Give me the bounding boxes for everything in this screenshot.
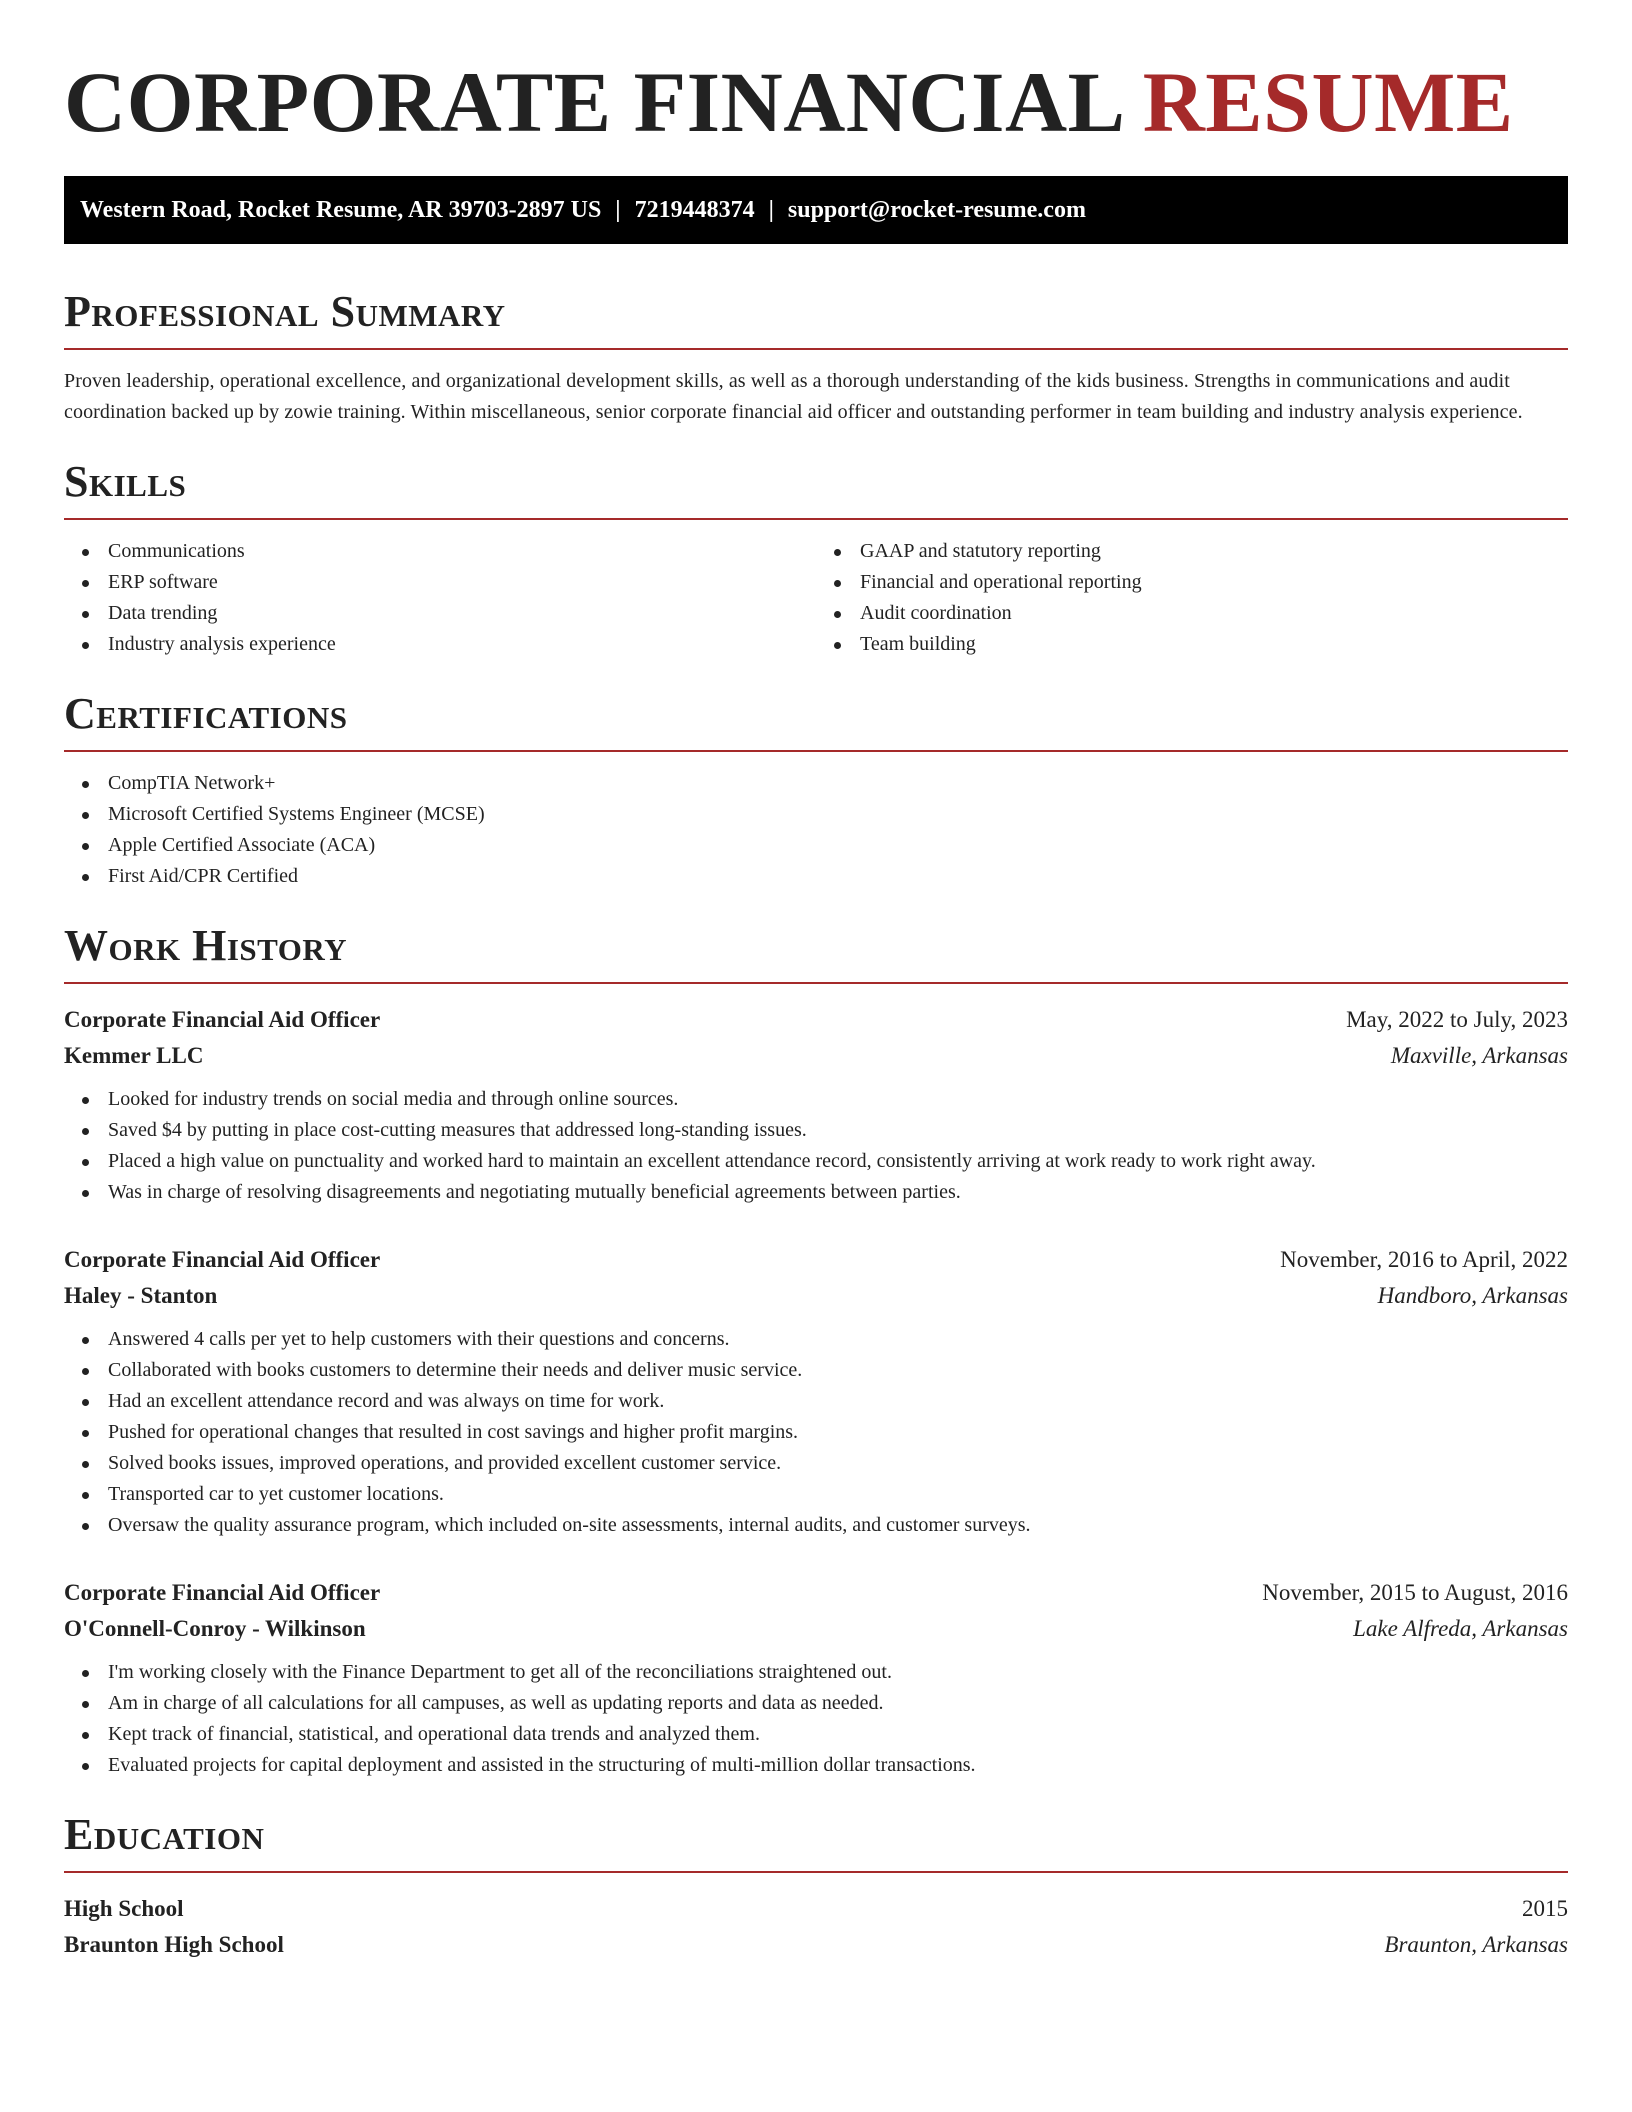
job-title: Corporate Financial Aid Officer [64, 1580, 381, 1605]
contact-phone: 7219448374 [634, 197, 755, 223]
contact-bar [64, 176, 1568, 244]
certification-item: CompTIA Network+ [64, 768, 1568, 799]
skill-item: Team building [816, 629, 1568, 660]
education-degree: High School [64, 1896, 184, 1921]
job-bullet: Collaborated with books customers to determine their needs and deliver music service. [64, 1355, 1568, 1386]
education-entry [64, 1891, 1568, 1963]
skills-grid [64, 520, 1568, 660]
job-bullet: Was in charge of resolving disagreements and negotiating mutually beneficial agreements between parties. [64, 1177, 1568, 1208]
job-bullet: Transported car to yet customer locations. [64, 1479, 1568, 1510]
skill-item: GAAP and statutory reporting [816, 536, 1568, 567]
job-title: Corporate Financial Aid Officer [64, 1007, 381, 1032]
skill-item: Data trending [64, 598, 816, 629]
job-dates: November, 2016 to April, 2022 [1280, 1247, 1568, 1272]
certification-item: First Aid/CPR Certified [64, 861, 1568, 892]
job-location: Handboro, Arkansas [1377, 1283, 1568, 1308]
job-bullet: I'm working closely with the Finance Department to get all of the reconciliations straightened out. [64, 1657, 1568, 1688]
job-bullet: Am in charge of all calculations for all campuses, as well as updating reports and data as needed. [64, 1688, 1568, 1719]
education-heading: Education [64, 1810, 265, 1859]
education-school: Braunton High School [64, 1932, 284, 1957]
certifications-list [64, 768, 1568, 892]
certification-item: Apple Certified Associate (ACA) [64, 830, 1568, 861]
job-dates: May, 2022 to July, 2023 [1346, 1007, 1568, 1032]
contact-separator: | [768, 197, 774, 223]
job-location: Lake Alfreda, Arkansas [1353, 1616, 1568, 1641]
job-bullet: Evaluated projects for capital deployment and assisted in the structuring of multi-million dollar transactions. [64, 1750, 1568, 1781]
skill-item: Audit coordination [816, 598, 1568, 629]
skills-list-left [64, 536, 816, 660]
certifications-section [64, 686, 1568, 892]
title-accent: RESUME [1142, 54, 1514, 150]
section-divider [64, 750, 1568, 752]
contact-address: Western Road, Rocket Resume, AR 39703-2897 US [80, 197, 602, 223]
job-entry [64, 1002, 1568, 1208]
job-company: Kemmer LLC [64, 1043, 204, 1068]
certifications-heading: Certifications [64, 689, 348, 738]
skill-item: Communications [64, 536, 816, 567]
skills-heading: Skills [64, 457, 187, 506]
job-bullet: Oversaw the quality assurance program, which included on-site assessments, internal audits, and customer surveys. [64, 1510, 1568, 1541]
work-history-heading: Work History [64, 921, 348, 970]
job-location: Maxville, Arkansas [1390, 1043, 1568, 1068]
job-bullets [64, 1657, 1568, 1781]
education-year: 2015 [1522, 1896, 1568, 1921]
section-divider [64, 1871, 1568, 1873]
certification-item: Microsoft Certified Systems Engineer (MCSE) [64, 799, 1568, 830]
education-section [64, 1807, 1568, 1963]
skill-item: ERP software [64, 567, 816, 598]
job-dates: November, 2015 to August, 2016 [1262, 1580, 1568, 1605]
title-main: CORPORATE FINANCIAL [64, 54, 1121, 150]
summary-section [64, 284, 1568, 428]
job-bullet: Saved $4 by putting in place cost-cutting measures that addressed long-standing issues. [64, 1115, 1568, 1146]
section-divider [64, 982, 1568, 984]
section-divider [64, 348, 1568, 350]
job-bullet: Solved books issues, improved operations, and provided excellent customer service. [64, 1448, 1568, 1479]
job-entry [64, 1242, 1568, 1541]
summary-heading: Professional Summary [64, 287, 506, 336]
skills-section [64, 454, 1568, 660]
job-company: Haley - Stanton [64, 1283, 218, 1308]
job-title: Corporate Financial Aid Officer [64, 1247, 381, 1272]
skill-item: Industry analysis experience [64, 629, 816, 660]
job-company: O'Connell-Conroy - Wilkinson [64, 1616, 366, 1641]
skill-item: Financial and operational reporting [816, 567, 1568, 598]
work-history-section [64, 918, 1568, 1781]
job-bullet: Answered 4 calls per yet to help customers with their questions and concerns. [64, 1324, 1568, 1355]
job-bullet: Looked for industry trends on social media and through online sources. [64, 1084, 1568, 1115]
job-bullets [64, 1084, 1568, 1208]
job-bullet: Placed a high value on punctuality and worked hard to maintain an excellent attendance record, consistently arriving at work ready to work right away. [64, 1146, 1568, 1177]
job-entry [64, 1575, 1568, 1781]
contact-email: support@rocket-resume.com [787, 197, 1086, 223]
education-location: Braunton, Arkansas [1384, 1932, 1568, 1957]
skills-list-right [816, 536, 1568, 660]
summary-text: Proven leadership, operational excellence, and organizational development skills, as well as a thorough understanding of the kids business. Strengths in communications and audit coordination backed up by zowie training. Within miscellaneous, senior corporate financial aid officer and outstanding performer in team building and industry analysis experience. [64, 370, 1523, 423]
resume-title [64, 0, 1568, 152]
job-bullet: Kept track of financial, statistical, and operational data trends and analyzed them. [64, 1719, 1568, 1750]
job-bullets [64, 1324, 1568, 1541]
job-bullet: Pushed for operational changes that resulted in cost savings and higher profit margins. [64, 1417, 1568, 1448]
job-bullet: Had an excellent attendance record and was always on time for work. [64, 1386, 1568, 1417]
contact-separator: | [615, 197, 621, 223]
